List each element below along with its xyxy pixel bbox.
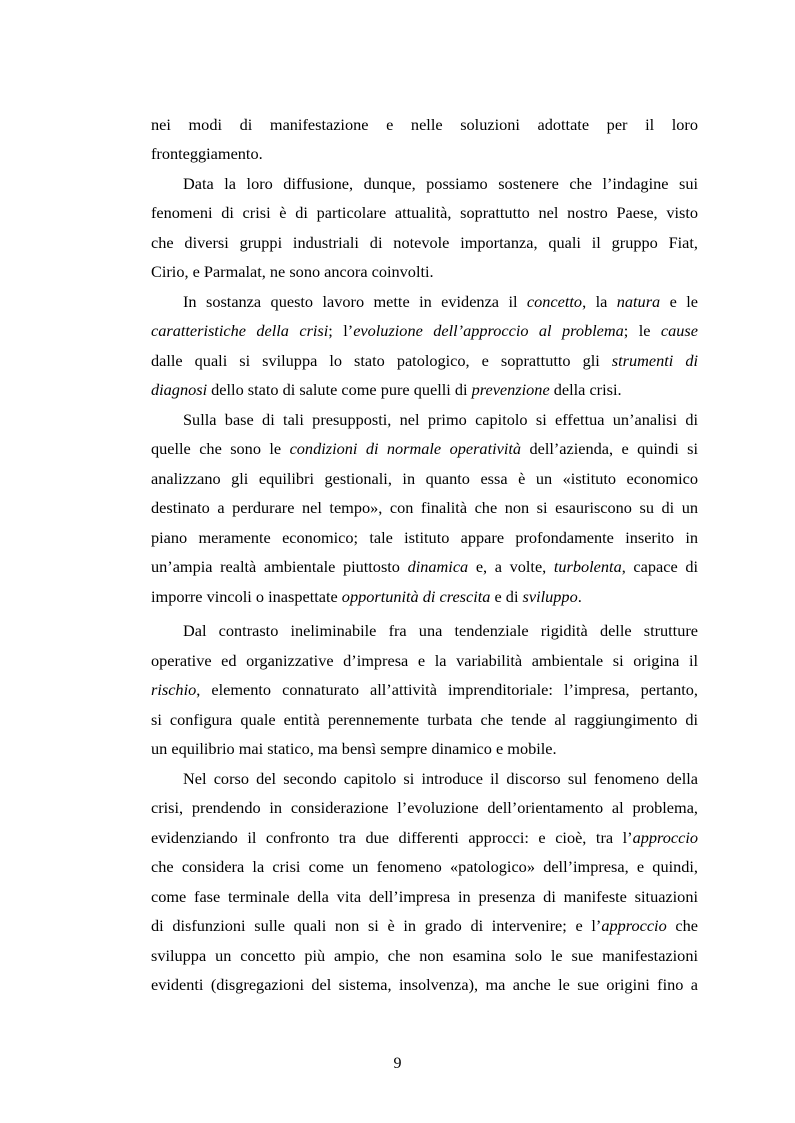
text-run: In sostanza questo lavoro mette in evidenza il: [183, 292, 527, 311]
text-run: della crisi.: [549, 380, 622, 399]
text-line: [151, 734, 698, 763]
italic-text-run: approccio: [601, 916, 667, 935]
italic-text-run: prevenzione: [471, 380, 550, 399]
text-line: [151, 139, 698, 168]
text-run: fenomeni di crisi è di particolare attualità, soprattutto nel nostro Paese, visto: [151, 203, 698, 222]
text-run: che diversi gruppi industriali di notevole importanza, quali il gruppo Fiat,: [151, 233, 698, 252]
text-run: analizzano gli equilibri gestionali, in quanto essa è un «istituto economico: [151, 469, 698, 488]
text-line: [183, 169, 698, 198]
text-line: [151, 464, 698, 493]
text-line: [151, 493, 698, 522]
italic-text-run: turbolenta: [553, 557, 622, 576]
text-line: [183, 405, 698, 434]
text-run: Dal contrasto ineliminabile fra una tendenziale rigidità delle strutture: [183, 621, 698, 640]
text-run: che considera la crisi come un fenomeno «patologico» dell’impresa, e quindi,: [151, 857, 698, 876]
text-run: operative ed organizzative d’impresa e la variabilità ambientale si origina il: [151, 651, 698, 670]
text-run: , capace di: [621, 557, 698, 576]
text-run: , elemento connaturato all’attività imprenditoriale: l’impresa, pertanto,: [196, 680, 698, 699]
text-line: [183, 764, 698, 793]
text-line: [151, 882, 698, 911]
text-run: Nel corso del secondo capitolo si introduce il discorso sul fenomeno della: [183, 769, 698, 788]
text-run: , la: [582, 292, 617, 311]
text-line: [151, 582, 698, 611]
text-run: evidenti (disgregazioni del sistema, insolvenza), ma anche le sue origini fino a: [151, 975, 698, 994]
text-line: [151, 911, 698, 940]
text-run: sviluppa un concetto più ampio, che non esamina solo le sue manifestazioni: [151, 946, 698, 965]
italic-text-run: strumenti di: [611, 351, 698, 370]
text-line: [151, 823, 698, 852]
text-run: destinato a perdurare nel tempo», con finalità che non si esauriscono su di un: [151, 498, 698, 517]
text-run: un’ampia realtà ambientale piuttosto: [151, 557, 408, 576]
text-run: di disfunzioni sulle quali non si è in grado di intervenire; e l’: [151, 916, 602, 935]
text-line: [151, 970, 698, 999]
text-line: [151, 375, 698, 404]
text-run: evidenziando il confronto tra due differenti approcci: e cioè, tra l’: [151, 828, 633, 847]
text-line: [151, 675, 698, 704]
text-line: [151, 646, 698, 675]
text-line: [151, 705, 698, 734]
text-run: Sulla base di tali presupposti, nel primo capitolo si effettua un’analisi di: [183, 410, 698, 429]
text-run: ; le: [623, 321, 661, 340]
text-run: imporre vincoli o inaspettate: [151, 587, 342, 606]
italic-text-run: concetto: [526, 292, 583, 311]
text-run: e, a volte,: [468, 557, 554, 576]
text-line: [151, 257, 698, 286]
italic-text-run: opportunità di crescita: [341, 587, 491, 606]
italic-text-run: sviluppo: [522, 587, 578, 606]
text-run: e di: [490, 587, 523, 606]
italic-text-run: condizioni di normale operatività: [289, 439, 522, 458]
text-run: fronteggiamento.: [151, 144, 263, 163]
page-number: 9: [393, 1055, 402, 1072]
text-line: [151, 346, 698, 375]
text-run: dell’azienda, e quindi si: [521, 439, 699, 458]
text-run: come fase terminale della vita dell’impresa in presenza di manifeste situazioni: [151, 887, 698, 906]
text-run: Cirio, e Parmalat, ne sono ancora coinvolti.: [151, 262, 434, 281]
text-line: [151, 434, 698, 463]
text-run: si configura quale entità perennemente turbata che tende al raggiungimento di: [151, 710, 698, 729]
italic-text-run: diagnosi: [151, 380, 208, 399]
text-run: .: [577, 587, 582, 606]
text-run: dalle quali si sviluppa lo stato patologico, e soprattutto gli: [151, 351, 612, 370]
text-run: ; l’: [328, 321, 354, 340]
text-run: Data la loro diffusione, dunque, possiamo sostenere che l’indagine sui: [183, 174, 698, 193]
text-line: [151, 941, 698, 970]
text-line: [183, 616, 698, 645]
text-line: [183, 287, 698, 316]
italic-text-run: dinamica: [407, 557, 469, 576]
text-line: [151, 552, 698, 581]
text-line: [151, 198, 698, 227]
text-run: che: [666, 916, 698, 935]
text-run: nei modi di manifestazione e nelle soluzioni adottate per il loro: [151, 115, 698, 134]
text-run: quelle che sono le: [151, 439, 290, 458]
text-run: crisi, prendendo in considerazione l’evoluzione dell’orientamento al problema,: [151, 798, 698, 817]
text-line: [151, 316, 698, 345]
text-run: un equilibrio mai statico, ma bensì sempre dinamico e mobile.: [151, 739, 557, 758]
text-line: [151, 228, 698, 257]
italic-text-run: evoluzione dell’approccio al problema: [353, 321, 624, 340]
text-line: [151, 523, 698, 552]
italic-text-run: rischio: [151, 680, 197, 699]
text-run: dello stato di salute come pure quelli di: [207, 380, 472, 399]
italic-text-run: cause: [660, 321, 698, 340]
text-line: [151, 793, 698, 822]
text-line: [151, 110, 698, 139]
text-run: e le: [660, 292, 699, 311]
italic-text-run: caratteristiche della crisi: [151, 321, 329, 340]
text-line: [151, 852, 698, 881]
text-run: piano meramente economico; tale istituto appare profondamente inserito in: [151, 528, 698, 547]
italic-text-run: approccio: [632, 828, 698, 847]
italic-text-run: natura: [616, 292, 661, 311]
